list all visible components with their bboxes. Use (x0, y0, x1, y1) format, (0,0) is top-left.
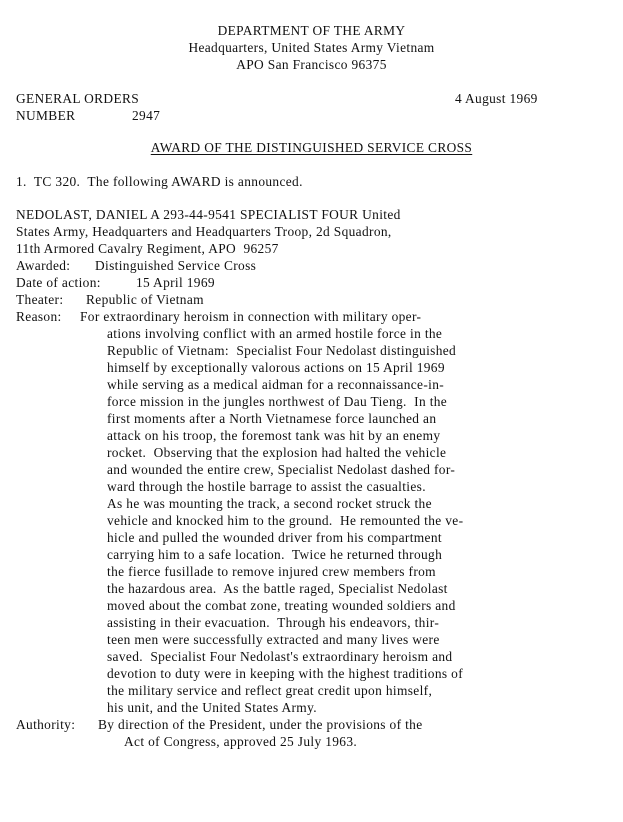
reason-line: saved. Specialist Four Nedolast's extraordinary heroism and (107, 649, 453, 664)
reason-line: For extraordinary heroism in connection with military oper- (80, 309, 422, 324)
reason-line: and wounded the entire crew, Specialist Nedolast dashed for- (107, 462, 456, 477)
reason-line: ward through the hostile barrage to assist the casualties. (107, 479, 426, 494)
reason-line: first moments after a North Vietnamese force launched an (107, 411, 437, 426)
reason-label: Reason: (16, 309, 62, 324)
reason-line: teen men were successfully extracted and many lives were (107, 632, 440, 647)
date-of-action-value: 15 April 1969 (136, 275, 215, 290)
date-of-action-label: Date of action: (16, 275, 101, 290)
reason-line: his unit, and the United States Army. (107, 700, 317, 715)
reason-line: the fierce fusillade to remove injured crew members from (107, 564, 436, 579)
reason-line: attack on his troop, the foremost tank was hit by an enemy (107, 428, 441, 443)
recipient-line-2: States Army, Headquarters and Headquarters Troop, 2d Squadron, (16, 224, 392, 239)
authority-line: By direction of the President, under the provisions of the (98, 717, 423, 732)
announcement-item: 1. TC 320. The following AWARD is announced. (16, 174, 303, 189)
reason-line: vehicle and knocked him to the ground. He remounted the ve- (107, 513, 464, 528)
reason-line: carrying him to a safe location. Twice he returned through (107, 547, 443, 562)
headquarters-line: Headquarters, United States Army Vietnam (188, 40, 435, 55)
order-date: 4 August 1969 (455, 91, 538, 106)
theater-label: Theater: (16, 292, 64, 307)
reason-line: Republic of Vietnam: Specialist Four Nedolast distinguished (107, 343, 457, 358)
reason-line: ations involving conflict with an armed hostile force in the (107, 326, 443, 341)
reason-line: moved about the combat zone, treating wounded soldiers and (107, 598, 456, 613)
reason-line: As he was mounting the track, a second rocket struck the (107, 496, 432, 511)
reason-line: force mission in the jungles northwest of Dau Tieng. In the (107, 394, 448, 409)
number-label: NUMBER (16, 108, 76, 123)
awarded-label: Awarded: (16, 258, 71, 273)
apo-line: APO San Francisco 96375 (236, 57, 387, 72)
authority-line: Act of Congress, approved 25 July 1963. (124, 734, 358, 749)
reason-line: hicle and pulled the wounded driver from his compartment (107, 530, 442, 545)
award-title: AWARD OF THE DISTINGUISHED SERVICE CROSS (150, 140, 473, 155)
order-number: 2947 (132, 108, 161, 123)
reason-line: while serving as a medical aidman for a reconnaissance-in- (107, 377, 445, 392)
theater-value: Republic of Vietnam (86, 292, 204, 307)
recipient-line-1: NEDOLAST, DANIEL A 293-44-9541 SPECIALIST FOUR United (16, 207, 401, 222)
awarded-value: Distinguished Service Cross (95, 258, 257, 273)
reason-line: the military service and reflect great credit upon himself, (107, 683, 433, 698)
department-heading: DEPARTMENT OF THE ARMY (217, 23, 406, 38)
reason-line: the hazardous area. As the battle raged, Specialist Nedolast (107, 581, 448, 596)
reason-line: assisting in their evacuation. Through his endeavors, thir- (107, 615, 440, 630)
reason-line: devotion to duty were in keeping with the highest traditions of (107, 666, 464, 681)
reason-line: rocket. Observing that the explosion had halted the vehicle (107, 445, 447, 460)
recipient-line-3: 11th Armored Cavalry Regiment, APO 96257 (16, 241, 279, 256)
reason-line: himself by exceptionally valorous actions on 15 April 1969 (107, 360, 445, 375)
general-orders-label: GENERAL ORDERS (16, 91, 140, 106)
authority-label: Authority: (16, 717, 76, 732)
